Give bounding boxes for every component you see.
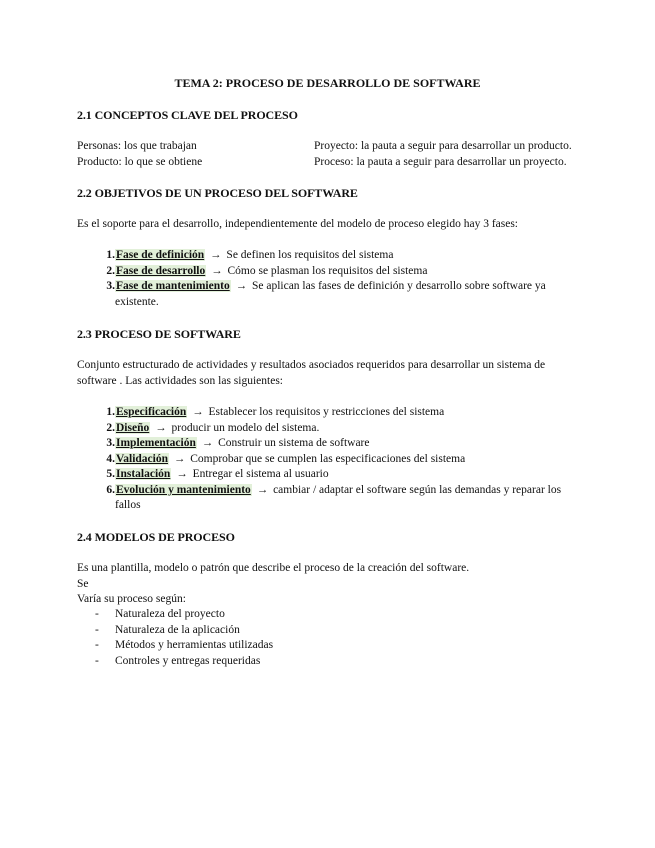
- list-item: [77, 638, 577, 654]
- item-term: Evolución y mantenimiento: [116, 483, 251, 496]
- section-intro: Es una plantilla, modelo o patrón que describe el proceso de la creación del software.: [77, 562, 470, 574]
- item-description: producir un modelo del sistema.: [171, 421, 320, 434]
- item-term: Instalación: [116, 468, 171, 480]
- dash-bullet: -: [95, 654, 99, 667]
- dash-bullet: -: [95, 608, 99, 620]
- list-item: [77, 483, 577, 514]
- item-number: 1.: [106, 249, 115, 261]
- item-number: 2.: [106, 421, 115, 434]
- item-description: Se definen los requisitos del sistema: [226, 249, 394, 261]
- list-item: [77, 607, 577, 623]
- arrow-icon: →: [211, 264, 223, 277]
- list-item: [77, 467, 577, 483]
- list-item: [77, 405, 577, 421]
- item-number: 5.: [106, 468, 115, 480]
- concept-right: Proyecto: la pauta a seguir para desarrollar un producto.: [314, 140, 572, 152]
- item-number: 6.: [106, 483, 115, 496]
- item-term: Fase de definición: [116, 249, 205, 261]
- item-number: 2.: [106, 264, 115, 277]
- list-item: [77, 623, 577, 639]
- list-item: [77, 264, 577, 280]
- list-item: [77, 654, 577, 670]
- arrow-icon: →: [201, 437, 214, 449]
- item-number: 3.: [106, 280, 115, 292]
- arrow-icon: →: [235, 280, 248, 292]
- item-term: Diseño: [116, 421, 150, 434]
- concept-right: Proceso: la pauta a seguir para desarrollar un proyecto.: [314, 156, 567, 168]
- arrow-icon: →: [176, 468, 188, 480]
- concept-row: [77, 139, 577, 155]
- item-number: 3.: [106, 437, 115, 449]
- item-description: Cómo se plasman los requisitos del sistema: [227, 264, 428, 277]
- concept-left: Producto: lo que se obtiene: [77, 156, 203, 168]
- item-description: Se aplican las fases de definición y desarrollo sobre software ya existente.: [115, 280, 546, 308]
- item-description: Construir un sistema de software: [218, 437, 370, 449]
- arrow-icon: →: [256, 483, 269, 496]
- dash-bullet: -: [95, 639, 99, 651]
- section-intro: Conjunto estructurado de actividades y resultados asociados requeridos para desarrollar un sistema de software . Las actividades son las siguientes:: [77, 359, 546, 387]
- dash-bullet: -: [95, 623, 99, 636]
- item-number: 1.: [106, 406, 115, 418]
- arrow-icon: →: [210, 249, 222, 261]
- section-heading-2-3: 2.3 PROCESO DE SOFTWARE: [77, 327, 241, 341]
- factor-list: [77, 607, 577, 669]
- document-title: TEMA 2: PROCESO DE DESARROLLO DE SOFTWARE: [174, 76, 481, 90]
- list-item: [77, 436, 577, 452]
- item-description: Establecer los requisitos y restricciones del sistema: [208, 406, 445, 418]
- item-text: Naturaleza de la aplicación: [115, 623, 240, 636]
- list-item: [77, 279, 577, 310]
- item-description: Entregar el sistema al usuario: [192, 468, 329, 480]
- list-item: [77, 248, 577, 264]
- arrow-icon: →: [155, 421, 167, 434]
- section-intro: Es el soporte para el desarrollo, independientemente del modelo de proceso elegido hay 3 fases:: [77, 218, 518, 230]
- body-line: Varía su proceso según:: [77, 593, 186, 605]
- item-text: Métodos y herramientas utilizadas: [115, 639, 274, 651]
- section-heading-2-4: 2.4 MODELOS DE PROCESO: [77, 530, 235, 544]
- item-term: Implementación: [116, 437, 196, 449]
- item-text: Controles y entregas requeridas: [115, 654, 261, 667]
- arrow-icon: →: [192, 406, 204, 418]
- item-number: 4.: [106, 452, 115, 465]
- concept-left: Personas: los que trabajan: [77, 140, 197, 152]
- item-description: cambiar / adaptar el software según las demandas y reparar los fallos: [115, 483, 562, 511]
- item-term: Fase de mantenimiento: [116, 280, 230, 292]
- item-term: Fase de desarrollo: [116, 264, 206, 277]
- list-item: [77, 452, 577, 468]
- body-line: Se: [77, 578, 89, 590]
- arrow-icon: →: [173, 452, 186, 465]
- item-term: Validación: [116, 452, 168, 465]
- list-item: [77, 421, 577, 437]
- section-heading-2-1: 2.1 CONCEPTOS CLAVE DEL PROCESO: [77, 108, 298, 122]
- item-description: Comprobar que se cumplen las especificaciones del sistema: [190, 452, 466, 465]
- item-term: Especificación: [116, 406, 187, 418]
- phase-list: [77, 248, 577, 310]
- activity-list: [77, 405, 577, 514]
- section-heading-2-2: 2.2 OBJETIVOS DE UN PROCESO DEL SOFTWARE: [77, 186, 358, 200]
- item-text: Naturaleza del proyecto: [115, 608, 225, 620]
- concept-row: [77, 155, 577, 171]
